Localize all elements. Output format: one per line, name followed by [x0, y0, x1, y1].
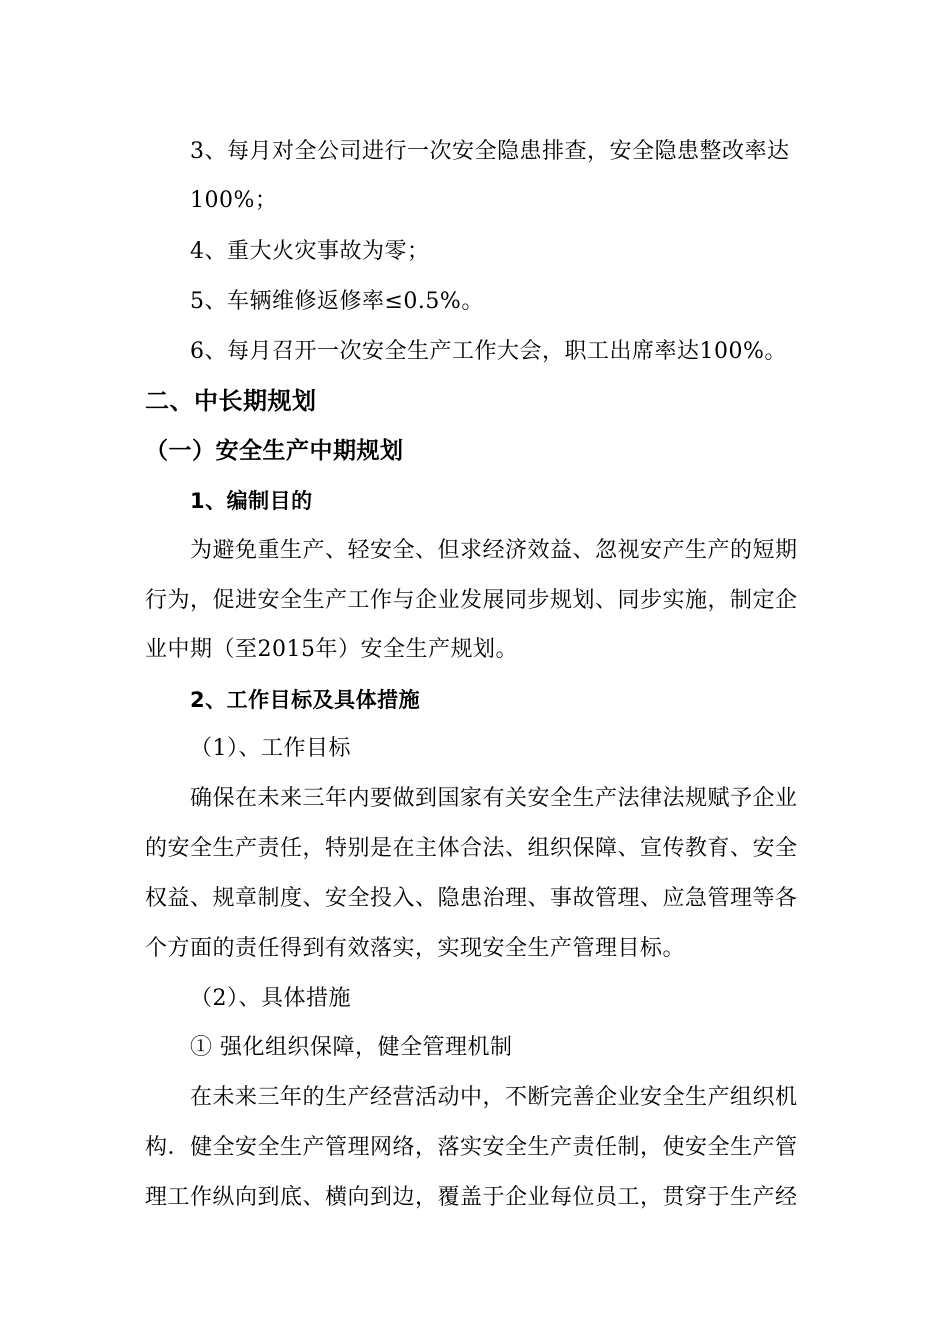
- paragraph-line: 在未来三年的生产经营活动中，不断完善企业安全生产组织机: [190, 1085, 798, 1110]
- paragraph-line: 6、每月召开一次安全生产工作大会，职工出席率达100%。: [190, 339, 787, 364]
- paragraph-line: 权益、规章制度、安全投入、隐患治理、事故管理、应急管理等各: [145, 886, 798, 911]
- paragraph-line: 的安全生产责任，特别是在主体合法、组织保障、宣传教育、安全: [145, 836, 798, 861]
- paragraph-line: ① 强化组织保障，健全管理机制: [190, 1035, 513, 1060]
- paragraph-line: 确保在未来三年内要做到国家有关安全生产法律法规赋予企业: [190, 786, 798, 811]
- paragraph-line: 3、每月对全公司进行一次安全隐患排查，安全隐患整改率达: [190, 139, 790, 164]
- paragraph-line: （2）、具体措施: [190, 986, 351, 1011]
- paragraph-line: 理工作纵向到底、横向到边，覆盖于企业每位员工，贯穿于生产经: [145, 1185, 798, 1210]
- paragraph-line: （1）、工作目标: [190, 736, 351, 761]
- paragraph-line: 为避免重生产、轻安全、但求经济效益、忽视安产生产的短期: [190, 538, 798, 563]
- paragraph-line: 100%；: [190, 188, 278, 213]
- paragraph-line: 业中期（至2015年）安全生产规划。: [145, 637, 518, 662]
- item-heading: 2、工作目标及具体措施: [190, 688, 421, 712]
- paragraph-line: 5、车辆维修返修率≤0.5%。: [190, 289, 484, 314]
- paragraph-line: 构．健全安全生产管理网络，落实安全生产责任制，使安全生产管: [145, 1135, 798, 1160]
- item-heading: 1、编制目的: [190, 489, 313, 513]
- subsection-heading: （一）安全生产中期规划: [145, 438, 404, 464]
- section-heading: 二、中长期规划: [145, 387, 317, 415]
- paragraph-line: 行为，促进安全生产工作与企业发展同步规划、同步实施，制定企: [145, 588, 798, 613]
- paragraph-line: 个方面的责任得到有效落实，实现安全生产管理目标。: [145, 936, 686, 961]
- paragraph-line: 4、重大火灾事故为零；: [190, 239, 430, 264]
